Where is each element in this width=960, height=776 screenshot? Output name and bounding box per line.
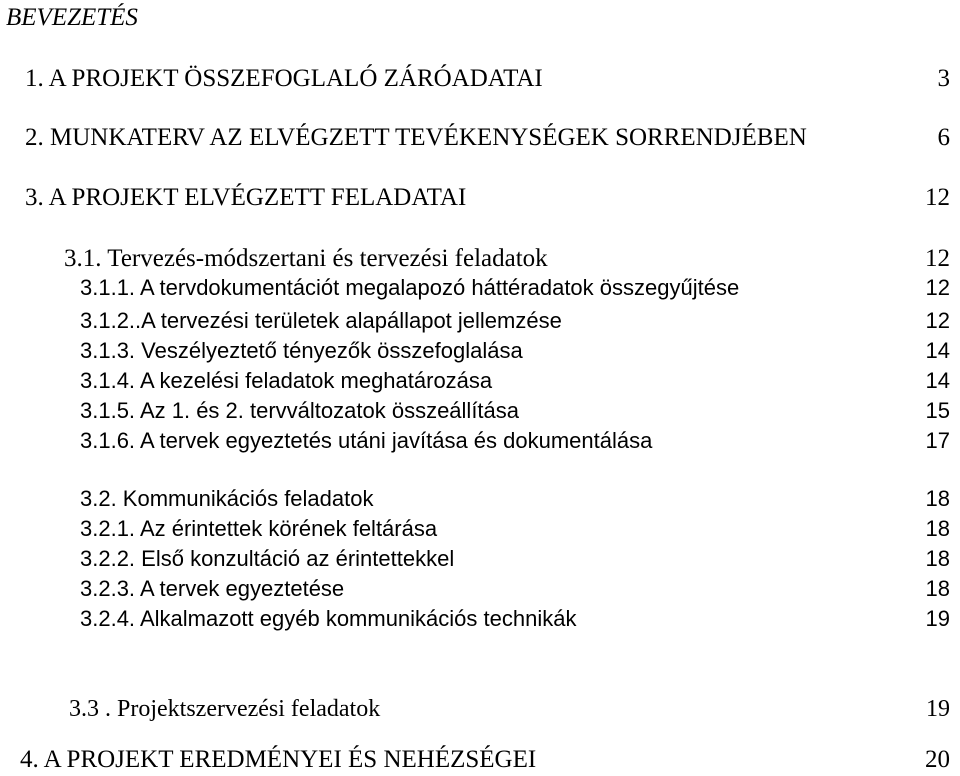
toc-entry-title: 2. MUNKATERV AZ ELVÉGZETT TEVÉKENYSÉGEK SORRENDJÉBEN — [25, 124, 807, 151]
toc-entry-title: 3.2.2. Első konzultáció az érintettekkel — [80, 546, 455, 571]
toc-entry-page: 17 — [925, 428, 950, 453]
toc-entry-title: 1. A PROJEKT ÖSSZEFOGLALÓ ZÁRÓADATAI — [25, 65, 543, 92]
toc-entry-page: 12 — [925, 275, 950, 300]
toc-entry-page: 18 — [925, 576, 950, 601]
toc-entry-page: 18 — [925, 516, 950, 541]
toc-entry-title: 3.2.4. Alkalmazott egyéb kommunikációs technikák — [80, 606, 577, 631]
toc-entry-page: 3 — [937, 65, 950, 92]
toc-entry-page: 15 — [925, 398, 950, 423]
toc-entry-title: 3.2.1. Az érintettek körének feltárása — [80, 516, 438, 541]
toc-entry-page: 6 — [937, 124, 950, 151]
toc-entry-page: 19 — [926, 696, 950, 722]
toc-entry-page: 12 — [925, 184, 950, 211]
toc-entry-title: 3.1.3. Veszélyeztető tényezők összefoglalása — [80, 338, 523, 363]
toc-entry-title: 3.1. Tervezés-módszertani és tervezési feladatok — [64, 245, 548, 272]
toc-entry-page: 18 — [925, 486, 950, 511]
toc-heading: BEVEZETÉS — [6, 4, 138, 31]
toc-entry-page: 14 — [925, 368, 950, 393]
toc-entry-title: 3.1.5. Az 1. és 2. tervváltozatok összeállítása — [80, 398, 520, 423]
toc-entry-page: 12 — [925, 308, 950, 333]
toc-entry-title: 3.1.4. A kezelési feladatok meghatározása — [80, 368, 493, 393]
toc-entry-title: 3.2.3. A tervek egyeztetése — [80, 576, 345, 601]
toc-entry-title: 4. A PROJEKT EREDMÉNYEI ÉS NEHÉZSÉGEI — [20, 746, 537, 773]
toc-entry-title: 3.1.6. A tervek egyeztetés utáni javítása és dokumentálása — [80, 428, 653, 453]
toc-entry-page: 18 — [925, 546, 950, 571]
toc-entry-title: 3. A PROJEKT ELVÉGZETT FELADATAI — [25, 184, 467, 211]
toc-entry-title: 3.3 . Projektszervezési feladatok — [69, 696, 381, 722]
toc-entry-page: 14 — [925, 338, 950, 363]
toc-entry-title: 3.2. Kommunikációs feladatok — [80, 486, 374, 511]
toc-entry-title: 3.1.1. A tervdokumentációt megalapozó háttéradatok összegyűjtése — [80, 275, 740, 300]
toc-entry-page: 19 — [925, 606, 950, 631]
toc-entry-title: 3.1.2..A tervezési területek alapállapot jellemzése — [80, 308, 562, 333]
toc-entry-page: 20 — [925, 746, 950, 773]
toc-entry-page: 12 — [925, 245, 950, 272]
